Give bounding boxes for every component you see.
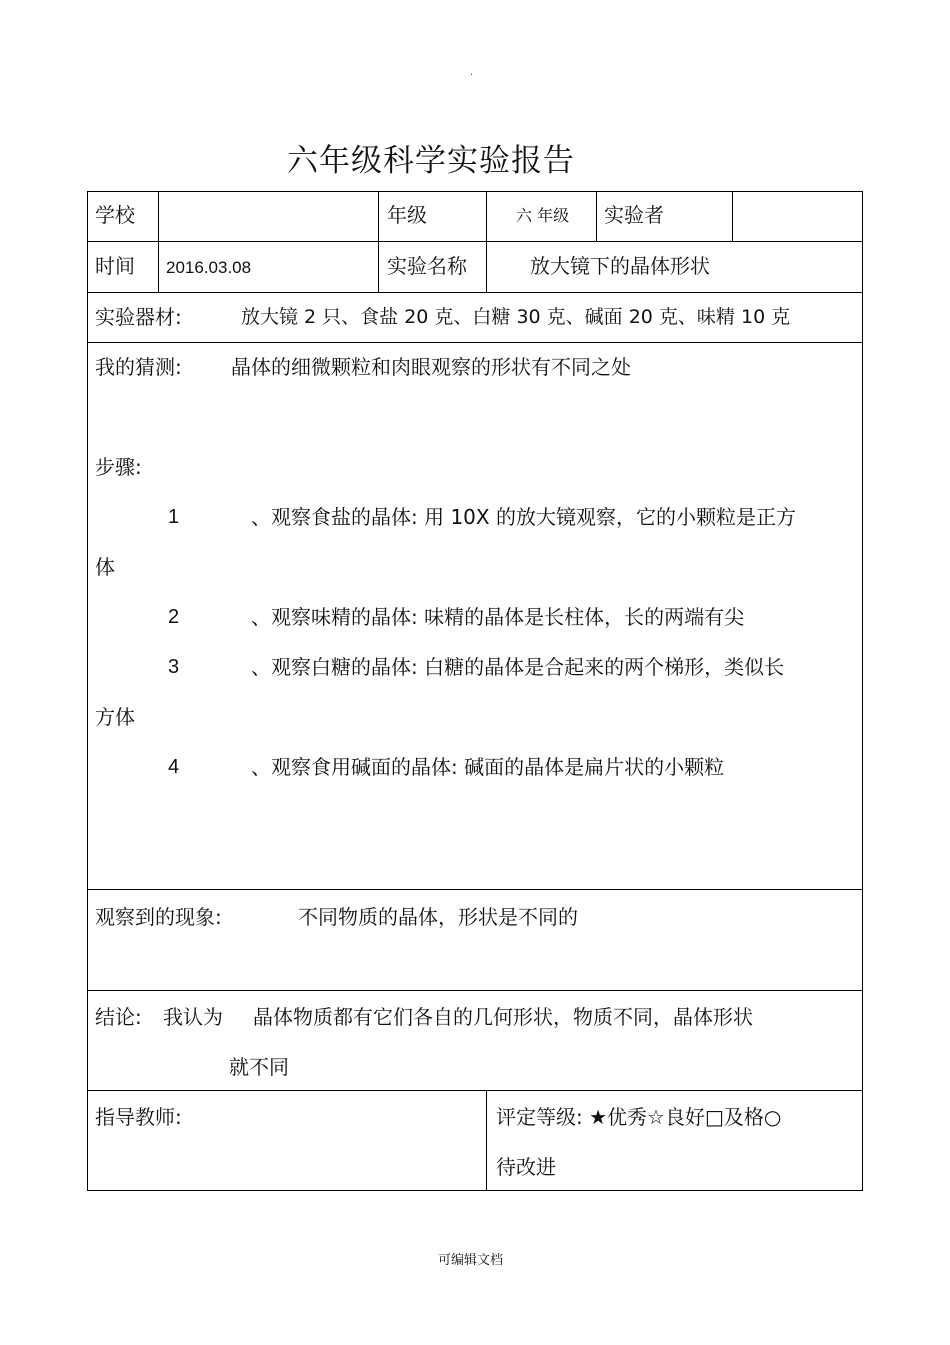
conclusion-label: 结论: <box>95 1005 142 1029</box>
conclusion-text-continued: 就不同 <box>229 1055 289 1079</box>
step-text: 、观察食用碱面的晶体: 碱面的晶体是扁片状的小颗粒 <box>251 755 725 779</box>
step-text: 、观察食盐的晶体: 用 10X 的放大镜观察，它的小颗粒是正方 <box>251 505 796 529</box>
steps-label: 步骤: <box>95 455 142 479</box>
step-number: 2 <box>168 606 180 628</box>
experiment-name-value: 放大镜下的晶体形状 <box>530 254 710 278</box>
step-number: 4 <box>168 756 180 778</box>
grade-label: 年级 <box>387 203 427 227</box>
page-title: 六年级科学实验报告 <box>287 143 575 179</box>
grade-value: 六 年级 <box>516 206 570 225</box>
phenomenon-label: 观察到的现象: <box>95 905 222 929</box>
step-text: 、观察白糖的晶体: 白糖的晶体是合起来的两个梯形，类似长 <box>251 655 785 679</box>
conclusion-prefix: 我认为 <box>163 1005 223 1029</box>
step-text-continued: 体 <box>95 555 115 579</box>
time-label: 时间 <box>95 254 135 278</box>
experimenter-label: 实验者 <box>604 203 664 227</box>
step-text: 、观察味精的晶体: 味精的晶体是长柱体，长的两端有尖 <box>251 605 745 629</box>
phenomenon-value: 不同物质的晶体，形状是不同的 <box>298 905 578 929</box>
rating-options: 评定等级: ★优秀☆良好□及格○ <box>496 1105 782 1129</box>
school-label: 学校 <box>95 203 135 227</box>
guess-value: 晶体的细微颗粒和肉眼观察的形状有不同之处 <box>231 355 631 379</box>
conclusion-text: 晶体物质都有它们各自的几何形状，物质不同，晶体形状 <box>253 1005 753 1029</box>
step-number: 1 <box>168 506 180 528</box>
guess-label: 我的猜测: <box>95 355 182 379</box>
teacher-label: 指导教师: <box>95 1105 182 1129</box>
step-number: 3 <box>168 656 180 678</box>
footer-text: 可编辑文档 <box>438 1253 504 1268</box>
time-value: 2016.03.08 <box>166 258 252 277</box>
equipment-label: 实验器材: <box>95 305 182 329</box>
header-dot: · <box>470 70 474 81</box>
experiment-name-label: 实验名称 <box>387 254 467 278</box>
equipment-value: 放大镜 2 只、食盐 20 克、白糖 30 克、碱面 20 克、味精 10 克 <box>241 306 791 328</box>
rating-options-continued: 待改进 <box>496 1155 556 1179</box>
step-text-continued: 方体 <box>95 705 135 729</box>
